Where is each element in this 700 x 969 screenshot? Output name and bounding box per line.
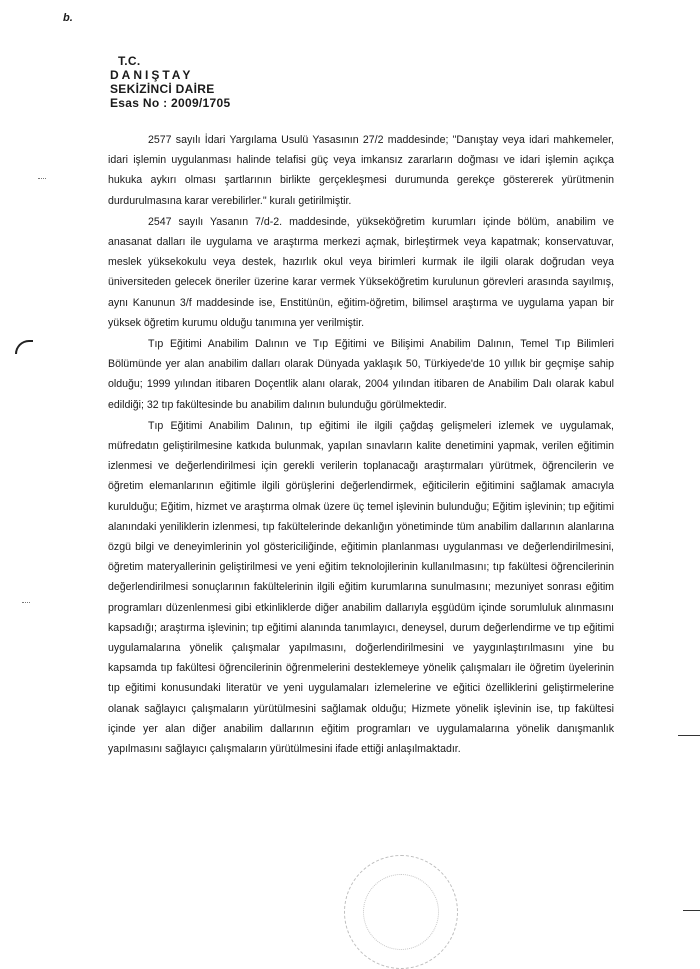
case-number: Esas No : 2009/1705 (110, 96, 231, 110)
corner-handwritten-mark: b. (63, 12, 73, 24)
margin-bracket-mark (15, 340, 33, 354)
margin-dash-mark (678, 735, 700, 736)
country-label: T.C. (118, 54, 141, 68)
chamber-name: SEKİZİNCİ DAİRE (110, 82, 215, 96)
margin-dash-mark-bottom (683, 910, 700, 911)
scan-speck (38, 178, 46, 179)
court-name: DANIŞTAY (110, 68, 194, 82)
official-stamp (344, 855, 458, 969)
paragraph-4: Tıp Eğitimi Anabilim Dalının, tıp eğitimi ile ilgili çağdaş gelişmeleri izlemek ve uygulamak, müfredatın geliştirilmesine katkıda bulunmak, yapılan sınavların kalite denetimini yapmak, verilen eğitimin izlenmesi ve değerlendirilmesi için gerekli verilerin toplanacağı araştırmaları yürütmek, öğrencilerin ve öğretim elemanlarının eğitimle ilgili görüşlerini değerlendirmek, eğiticilerin eğitimini sağlamak amacıyla kurulduğu; Eğitim, hizmet ve araştırma olmak üzere üç temel işlevinin bulunduğu; Eğitim işlevinin; tıp eğitimi alanındaki yeniliklerin izlenmesi, tıp fakültelerinde dekanlığın yönetiminde tüm anabilim dallarının alanlarına özgü bilgi ve deneyimlerinin yol göstericiliğinde, eğitimin planlanması uygulanması ve değerlendirilmesini, öğretim materyallerinin geliştirilmesi ve yeni eğitim teknolojilerinin kullanılmasını; tıp fakültesi öğrencilerinin değerlendirilmesi sonuçlarının fakültelerinin ilgili eğitim kurumlarına sunulmasını; mezuniyet sonrası eğitim programları düzenlenmesi gibi etkinliklerde diğer anabilim dallarıyla eşgüdüm içinde sorumluluk alınmasını kapsadığı; araştırma işlevinin; tıp eğitimi alanında tanımlayıcı, deneysel, durum değerlendirme ve tıp eğitimi uygulamalarına yönelik çalışmalar yapılmasını, doğerlendirilmesini ve yaygınlaştırılmasını yine bu kapsamda tıp fakültesi öğrencilerinin öğrenmelerini desteklemeye yönelik çalışmaları ile öğretim üyelerinin tıp eğitimi konusundaki literatür ve yeni uygulamaları izlemelerine ve eğitici özelliklerini geliştirmelerine olanak sağlayıcı çalışmaların yürütülmesini sağlamak olduğu; Hizmete yönelik işlevinin ise, tıp fakültesi içinde yer alan diğer anabilim dallarının eğitim programları ve uygulamalarına yönelik danışmanlık yapılmasını sağlayıcı çalışmaların yürütülmesini ifade ettiği anlaşılmaktadır. (108, 419, 614, 756)
scan-speck (22, 602, 30, 603)
document-body (108, 130, 614, 759)
paragraph-3: Tıp Eğitimi Anabilim Dalının ve Tıp Eğitimi ve Bilişimi Anabilim Dalının, Temel Tıp Bilimleri Bölümünde yer alan anabilim dalları olarak Dünyada yaklaşık 50, Türkiyede'de 10 yıllık bir geçmişe sahip olduğu; 1999 yılından itibaren Doçentlik alanı olarak, 2004 yılından itibaren de Anabilim Dalı olarak kabul edildiği; 32 tıp fakültesinde bu anabilim dalının bulunduğu görülmektedir. (108, 338, 614, 411)
paragraph-2: 2547 sayılı Yasanın 7/d-2. maddesinde, yükseköğretim kurumları içinde bölüm, anabilim ve anasanat dalları ile uygulama ve araştırma merkezi açmak, birleştirmek veya kapatmak; konservatuvar, meslek yüksekokulu veya destek, hazırlık okul veya birimleri kurmak ile ilgili olarak doğrudan veya üniversiteden gelecek öneriler üzerine karar vermek Yükseköğretim kurulunun görevleri arasında sayılmış, aynı Kanunun 3/f maddesinde ise, Enstitünün, eğitim-öğretim, bilimsel araştırma ve uygulama yapan bir yüksek öğretim kurumu olduğu tanımına yer verilmiştir. (108, 215, 614, 329)
paragraph-1: 2577 sayılı İdari Yargılama Usulü Yasasının 27/2 maddesinde; "Danıştay veya idari mahkemeler, idari işlemin uygulanması halinde telafisi güç veya imkansız zararların doğması ve idari işlemin açıkça hukuka aykırı olması şartlarının birlikte gerçekleşmesi durumunda gerekçe göstererek yürütmenin durdurulmasına karar verebilirler." kuralı getirilmiştir. (108, 134, 614, 207)
document-header (110, 54, 230, 110)
